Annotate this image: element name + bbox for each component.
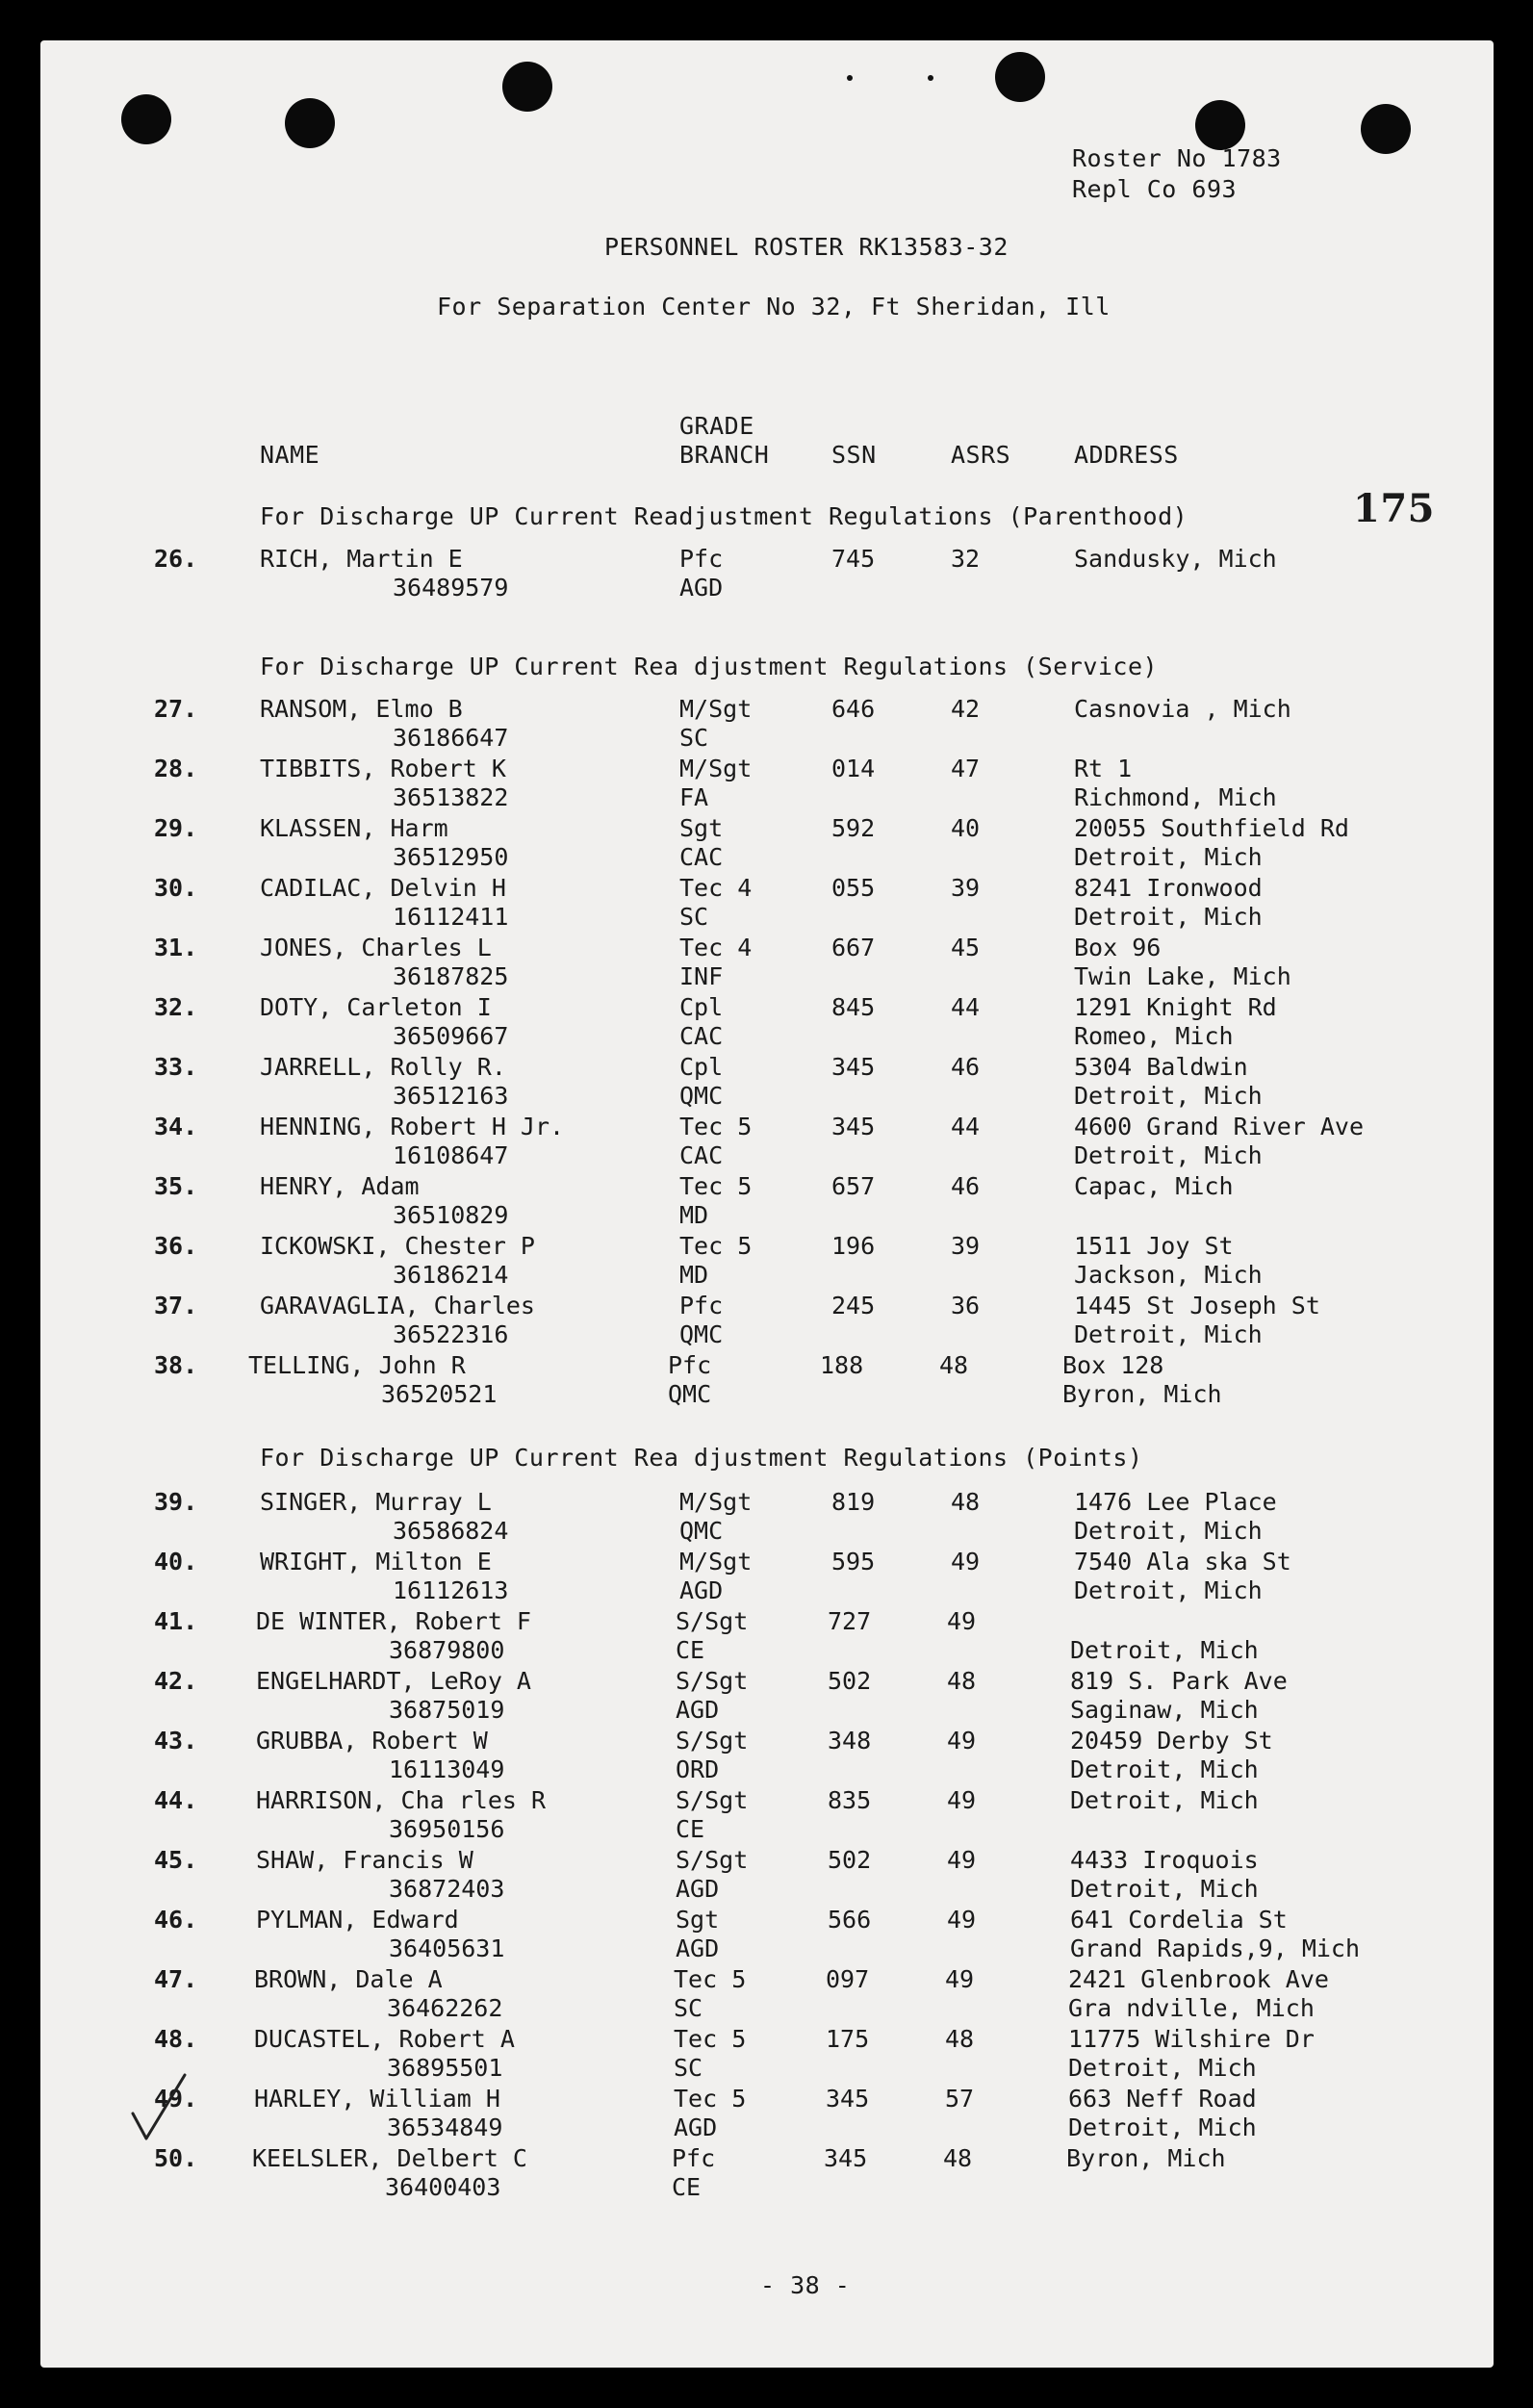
section-heading-parenthood: For Discharge UP Current Readjustment Regulations (Parenthood) — [260, 502, 1188, 530]
roster-row — [40, 874, 1494, 934]
entry-branch: AGD — [674, 2113, 718, 2141]
entry-ssn: 345 — [824, 2144, 868, 2172]
roster-row — [40, 2025, 1494, 2085]
entry-asrs: 49 — [947, 1607, 977, 1635]
entry-address-line2: Twin Lake, Mich — [1074, 962, 1291, 990]
entry-asrs: 48 — [951, 1488, 981, 1516]
entry-number: 32. — [154, 993, 198, 1021]
entry-asrs: 48 — [943, 2144, 973, 2172]
entry-address-line2: Detroit, Mich — [1074, 1576, 1263, 1604]
entry-asrs: 46 — [951, 1172, 981, 1200]
entry-branch: SC — [679, 724, 709, 752]
entry-branch: CE — [672, 2173, 702, 2201]
entry-name: KEELSLER, Delbert C — [252, 2144, 527, 2172]
entry-branch: ORD — [676, 1755, 720, 1783]
roster-row — [40, 1786, 1494, 1846]
entry-serial: 36187825 — [393, 962, 509, 990]
roster-number: Roster No 1783 — [1072, 144, 1282, 172]
entry-name: SINGER, Murray L — [260, 1488, 492, 1516]
entry-address-line1: 1291 Knight Rd — [1074, 993, 1277, 1021]
entry-asrs: 48 — [939, 1351, 969, 1379]
entry-number: 43. — [154, 1727, 198, 1755]
entry-ssn: 502 — [828, 1846, 872, 1874]
entry-ssn: 175 — [826, 2025, 870, 2053]
entry-name: RANSOM, Elmo B — [260, 695, 463, 723]
entry-asrs: 49 — [951, 1548, 981, 1575]
entry-branch: CAC — [679, 1141, 724, 1169]
entry-grade: S/Sgt — [676, 1727, 749, 1755]
entry-name: ENGELHARDT, LeRoy A — [256, 1667, 531, 1695]
entry-address-line2: Detroit, Mich — [1074, 1517, 1263, 1545]
entry-address-line2: Detroit, Mich — [1070, 1875, 1259, 1903]
entry-asrs: 49 — [947, 1727, 977, 1755]
entry-ssn: 727 — [828, 1607, 872, 1635]
entry-asrs: 42 — [951, 695, 981, 723]
roster-row — [40, 1351, 1494, 1411]
entry-grade: Pfc — [679, 545, 724, 573]
entry-branch: CAC — [679, 843, 724, 871]
entry-asrs: 45 — [951, 934, 981, 961]
entry-name: PYLMAN, Edward — [256, 1906, 459, 1934]
entry-address-line2: Detroit, Mich — [1074, 1141, 1263, 1169]
entry-number: 49. — [154, 2085, 198, 2113]
roster-row — [40, 1053, 1494, 1113]
entry-serial: 36489579 — [393, 574, 509, 602]
roster-sheet — [40, 40, 1494, 2368]
page-number: - 38 - — [760, 2271, 851, 2299]
entry-name: WRIGHT, Milton E — [260, 1548, 492, 1575]
entry-asrs: 36 — [951, 1292, 981, 1319]
entry-grade: M/Sgt — [679, 755, 753, 782]
entry-address-line1: Byron, Mich — [1066, 2144, 1226, 2172]
entry-name: TELLING, John R — [248, 1351, 466, 1379]
entry-branch: AGD — [676, 1696, 720, 1724]
entry-serial: 36405631 — [389, 1934, 505, 1962]
entry-address-line1: 819 S. Park Ave — [1070, 1667, 1288, 1695]
document-title: PERSONNEL ROSTER RK13583-32 — [604, 233, 1009, 261]
entry-address-line2: Grand Rapids,9, Mich — [1070, 1934, 1361, 1962]
entry-name: JARRELL, Rolly R. — [260, 1053, 506, 1081]
entry-grade: Sgt — [679, 814, 724, 842]
entry-number: 41. — [154, 1607, 198, 1635]
entry-grade: S/Sgt — [676, 1667, 749, 1695]
section-heading-service: For Discharge UP Current Rea djustment Regulations (Service) — [260, 653, 1159, 680]
entry-ssn: 345 — [831, 1113, 876, 1140]
roster-row — [40, 755, 1494, 814]
entry-serial: 36950156 — [389, 1815, 505, 1843]
entry-serial: 36522316 — [393, 1320, 509, 1348]
entry-grade: Pfc — [672, 2144, 716, 2172]
column-header-name: NAME — [260, 441, 320, 469]
entry-ssn: 196 — [831, 1232, 876, 1260]
entry-asrs: 49 — [947, 1786, 977, 1814]
entry-grade: M/Sgt — [679, 695, 753, 723]
entry-ssn: 502 — [828, 1667, 872, 1695]
entry-address-line1: 5304 Baldwin — [1074, 1053, 1248, 1081]
roster-row — [40, 695, 1494, 755]
entry-name: JONES, Charles L — [260, 934, 492, 961]
entry-branch: FA — [679, 783, 709, 811]
entry-ssn: 657 — [831, 1172, 876, 1200]
entry-number: 37. — [154, 1292, 198, 1319]
entry-name: TIBBITS, Robert K — [260, 755, 506, 782]
entry-address-line2: Detroit, Mich — [1070, 1636, 1259, 1664]
entry-serial: 16108647 — [393, 1141, 509, 1169]
entry-number: 26. — [154, 545, 198, 573]
roster-row — [40, 545, 1494, 604]
punch-hole — [285, 98, 335, 148]
entry-grade: Cpl — [679, 1053, 724, 1081]
page-mark: 175 — [1353, 486, 1435, 531]
roster-row — [40, 814, 1494, 874]
entry-name: CADILAC, Delvin H — [260, 874, 506, 902]
entry-serial: 36879800 — [389, 1636, 505, 1664]
entry-name: GARAVAGLIA, Charles — [260, 1292, 535, 1319]
entry-serial: 36512950 — [393, 843, 509, 871]
entry-asrs: 46 — [951, 1053, 981, 1081]
entry-ssn: 646 — [831, 695, 876, 723]
entry-branch: QMC — [679, 1517, 724, 1545]
entry-branch: SC — [674, 1994, 703, 2022]
entry-ssn: 595 — [831, 1548, 876, 1575]
entry-asrs: 49 — [945, 1965, 975, 1993]
entry-number: 50. — [154, 2144, 198, 2172]
entry-ssn: 667 — [831, 934, 876, 961]
entry-ssn: 592 — [831, 814, 876, 842]
entry-branch: MD — [679, 1201, 709, 1229]
entry-address-line1: 641 Cordelia St — [1070, 1906, 1288, 1934]
entry-branch: QMC — [679, 1082, 724, 1110]
entry-grade: Tec 5 — [674, 1965, 747, 1993]
entry-ssn: 835 — [828, 1786, 872, 1814]
entry-grade: Tec 4 — [679, 934, 753, 961]
entry-asrs: 39 — [951, 874, 981, 902]
entry-name: HENRY, Adam — [260, 1172, 420, 1200]
entry-branch: AGD — [679, 574, 724, 602]
entry-address-line2: Gra ndville, Mich — [1068, 1994, 1315, 2022]
entry-branch: SC — [679, 903, 709, 931]
entry-ssn: 245 — [831, 1292, 876, 1319]
entry-name: ICKOWSKI, Chester P — [260, 1232, 535, 1260]
entry-number: 45. — [154, 1846, 198, 1874]
entry-grade: Cpl — [679, 993, 724, 1021]
roster-row — [40, 1965, 1494, 2025]
entry-branch: QMC — [679, 1320, 724, 1348]
roster-row — [40, 934, 1494, 993]
entry-serial: 36512163 — [393, 1082, 509, 1110]
entry-asrs: 47 — [951, 755, 981, 782]
entry-serial: 16112411 — [393, 903, 509, 931]
entry-ssn: 055 — [831, 874, 876, 902]
entry-address-line1: 1476 Lee Place — [1074, 1488, 1277, 1516]
entry-asrs: 40 — [951, 814, 981, 842]
entry-address-line1: 2421 Glenbrook Ave — [1068, 1965, 1329, 1993]
entry-name: RICH, Martin E — [260, 545, 463, 573]
entry-grade: Tec 5 — [679, 1113, 753, 1140]
ink-speck — [928, 75, 933, 81]
entry-address-line1: 4600 Grand River Ave — [1074, 1113, 1365, 1140]
entry-name: GRUBBA, Robert W — [256, 1727, 488, 1755]
entry-grade: S/Sgt — [676, 1607, 749, 1635]
entry-grade: Pfc — [668, 1351, 712, 1379]
entry-address-line1: Capac, Mich — [1074, 1172, 1234, 1200]
entry-grade: Tec 5 — [679, 1172, 753, 1200]
entry-number: 44. — [154, 1786, 198, 1814]
entry-ssn: 345 — [831, 1053, 876, 1081]
entry-grade: M/Sgt — [679, 1548, 753, 1575]
roster-row — [40, 1846, 1494, 1906]
entry-address-line2: Detroit, Mich — [1070, 1755, 1259, 1783]
entry-serial: 36872403 — [389, 1875, 505, 1903]
roster-row — [40, 1232, 1494, 1292]
entry-ssn: 345 — [826, 2085, 870, 2113]
entry-address-line1: Detroit, Mich — [1070, 1786, 1259, 1814]
entry-grade: S/Sgt — [676, 1846, 749, 1874]
roster-row — [40, 1488, 1494, 1548]
entry-name: DUCASTEL, Robert A — [254, 2025, 515, 2053]
entry-serial: 36186214 — [393, 1261, 509, 1289]
entry-address-line2: Detroit, Mich — [1074, 1082, 1263, 1110]
entry-branch: SC — [674, 2054, 703, 2082]
ink-speck — [847, 75, 853, 81]
punch-hole — [995, 52, 1045, 102]
entry-serial: 36509667 — [393, 1022, 509, 1050]
entry-asrs: 32 — [951, 545, 981, 573]
roster-row — [40, 1667, 1494, 1727]
roster-row — [40, 1113, 1494, 1172]
entry-address-line1: Sandusky, Mich — [1074, 545, 1277, 573]
column-header-asrs: ASRS — [951, 441, 1011, 469]
entry-name: HARLEY, William H — [254, 2085, 500, 2113]
entry-branch: QMC — [668, 1380, 712, 1408]
entry-branch: CE — [676, 1815, 705, 1843]
entry-name: HENNING, Robert H Jr. — [260, 1113, 565, 1140]
entry-address-line1: 4433 Iroquois — [1070, 1846, 1259, 1874]
entry-branch: AGD — [679, 1576, 724, 1604]
entry-ssn: 819 — [831, 1488, 876, 1516]
entry-branch: AGD — [676, 1875, 720, 1903]
entry-serial: 36462262 — [387, 1994, 503, 2022]
entry-address-line1: 663 Neff Road — [1068, 2085, 1257, 2113]
entry-address-line2: Saginaw, Mich — [1070, 1696, 1259, 1724]
entry-grade: Tec 4 — [679, 874, 753, 902]
entry-asrs: 48 — [947, 1667, 977, 1695]
entry-asrs: 49 — [947, 1906, 977, 1934]
roster-row — [40, 1548, 1494, 1607]
entry-address-line1: Rt 1 — [1074, 755, 1133, 782]
entry-number: 47. — [154, 1965, 198, 1993]
entry-grade: Tec 5 — [679, 1232, 753, 1260]
entry-serial: 16112613 — [393, 1576, 509, 1604]
entry-ssn: 566 — [828, 1906, 872, 1934]
entry-number: 28. — [154, 755, 198, 782]
entry-number: 38. — [154, 1351, 198, 1379]
entry-address-line1: 11775 Wilshire Dr — [1068, 2025, 1315, 2053]
punch-hole — [121, 94, 171, 144]
entry-address-line1: Box 96 — [1074, 934, 1162, 961]
entry-address-line2: Detroit, Mich — [1074, 1320, 1263, 1348]
entry-grade: Tec 5 — [674, 2025, 747, 2053]
punch-hole — [1361, 104, 1411, 154]
entry-asrs: 57 — [945, 2085, 975, 2113]
roster-row — [40, 1172, 1494, 1232]
entry-grade: S/Sgt — [676, 1786, 749, 1814]
entry-number: 46. — [154, 1906, 198, 1934]
entry-address-line2: Jackson, Mich — [1074, 1261, 1263, 1289]
entry-ssn: 348 — [828, 1727, 872, 1755]
entry-address-line2: Detroit, Mich — [1074, 903, 1263, 931]
entry-grade: Pfc — [679, 1292, 724, 1319]
entry-asrs: 48 — [945, 2025, 975, 2053]
column-header-branch: BRANCH — [679, 441, 770, 469]
entry-address-line1: 1511 Joy St — [1074, 1232, 1234, 1260]
entry-ssn: 014 — [831, 755, 876, 782]
entry-serial: 36520521 — [381, 1380, 498, 1408]
roster-row — [40, 2085, 1494, 2144]
entry-asrs: 49 — [947, 1846, 977, 1874]
entry-branch: CAC — [679, 1022, 724, 1050]
entry-address-line2: Richmond, Mich — [1074, 783, 1277, 811]
roster-row — [40, 993, 1494, 1053]
entry-ssn: 188 — [820, 1351, 864, 1379]
entry-serial: 36186647 — [393, 724, 509, 752]
entry-number: 48. — [154, 2025, 198, 2053]
entry-address-line1: 1445 St Joseph St — [1074, 1292, 1320, 1319]
entry-address-line1: 20459 Derby St — [1070, 1727, 1273, 1755]
document-subtitle: For Separation Center No 32, Ft Sheridan, Ill — [437, 293, 1111, 320]
entry-ssn: 745 — [831, 545, 876, 573]
entry-address-line1: Casnovia , Mich — [1074, 695, 1291, 723]
entry-address-line1: 7540 Ala ska St — [1074, 1548, 1291, 1575]
entry-grade: Tec 5 — [674, 2085, 747, 2113]
entry-serial: 16113049 — [389, 1755, 505, 1783]
column-header-ssn: SSN — [831, 441, 877, 469]
entry-branch: MD — [679, 1261, 709, 1289]
entry-name: DE WINTER, Robert F — [256, 1607, 531, 1635]
entry-serial: 36875019 — [389, 1696, 505, 1724]
entry-number: 40. — [154, 1548, 198, 1575]
entry-name: DOTY, Carleton I — [260, 993, 492, 1021]
entry-number: 31. — [154, 934, 198, 961]
roster-row — [40, 2144, 1494, 2204]
entry-number: 36. — [154, 1232, 198, 1260]
entry-asrs: 39 — [951, 1232, 981, 1260]
entry-number: 42. — [154, 1667, 198, 1695]
entry-serial: 36534849 — [387, 2113, 503, 2141]
entry-name: BROWN, Dale A — [254, 1965, 443, 1993]
entry-address-line2: Detroit, Mich — [1068, 2113, 1257, 2141]
entry-serial: 36510829 — [393, 1201, 509, 1229]
punch-hole — [502, 62, 552, 112]
entry-number: 30. — [154, 874, 198, 902]
entry-number: 35. — [154, 1172, 198, 1200]
punch-hole — [1195, 100, 1245, 150]
entry-asrs: 44 — [951, 993, 981, 1021]
check-mark-icon — [129, 2069, 191, 2146]
entry-grade: Sgt — [676, 1906, 720, 1934]
entry-serial: 36513822 — [393, 783, 509, 811]
roster-row — [40, 1906, 1494, 1965]
entry-address-line2: Detroit, Mich — [1068, 2054, 1257, 2082]
entry-branch: INF — [679, 962, 724, 990]
entry-number: 33. — [154, 1053, 198, 1081]
entry-branch: AGD — [676, 1934, 720, 1962]
entry-address-line2: Detroit, Mich — [1074, 843, 1263, 871]
entry-address-line1: 20055 Southfield Rd — [1074, 814, 1349, 842]
entry-address-line1: 8241 Ironwood — [1074, 874, 1263, 902]
entry-serial: 36586824 — [393, 1517, 509, 1545]
entry-serial: 36895501 — [387, 2054, 503, 2082]
column-header-address: ADDRESS — [1074, 441, 1179, 469]
section-heading-points: For Discharge UP Current Rea djustment Regulations (Points) — [260, 1444, 1143, 1472]
entry-number: 29. — [154, 814, 198, 842]
entry-name: HARRISON, Cha rles R — [256, 1786, 547, 1814]
replacement-company: Repl Co 693 — [1072, 175, 1238, 203]
entry-number: 34. — [154, 1113, 198, 1140]
roster-row — [40, 1727, 1494, 1786]
entry-name: SHAW, Francis W — [256, 1846, 473, 1874]
roster-row — [40, 1292, 1494, 1351]
column-header-grade: GRADE — [679, 412, 754, 440]
entry-asrs: 44 — [951, 1113, 981, 1140]
entry-ssn: 097 — [826, 1965, 870, 1993]
roster-row — [40, 1607, 1494, 1667]
entry-address-line2: Byron, Mich — [1062, 1380, 1222, 1408]
entry-address-line2: Romeo, Mich — [1074, 1022, 1234, 1050]
entry-serial: 36400403 — [385, 2173, 501, 2201]
entry-number: 39. — [154, 1488, 198, 1516]
entry-ssn: 845 — [831, 993, 876, 1021]
entry-address-line1: Box 128 — [1062, 1351, 1164, 1379]
entry-number: 27. — [154, 695, 198, 723]
entry-name: KLASSEN, Harm — [260, 814, 448, 842]
entry-grade: M/Sgt — [679, 1488, 753, 1516]
entry-branch: CE — [676, 1636, 705, 1664]
